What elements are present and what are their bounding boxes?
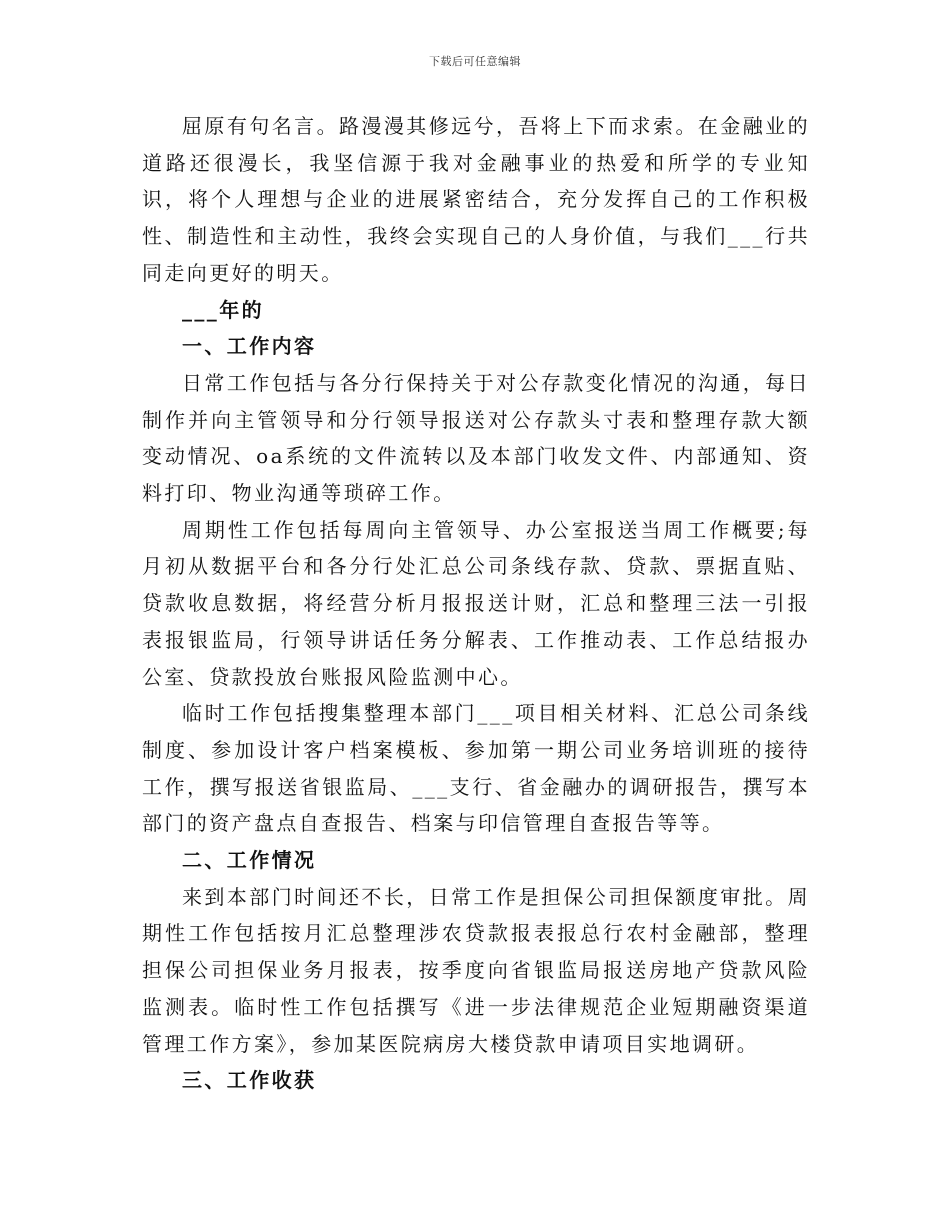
page-header: 下载后可任意编辑 bbox=[429, 55, 521, 68]
section-heading-work-content: 一、工作内容 bbox=[182, 334, 317, 359]
paragraph-daily-work: 日常工作包括与各分行保持关于对公存款变化情况的沟通，每日制作并向主管领导和分行领导报送对公存款头寸表和整理存款大额变动情况、oa系统的文件流转以及本部门收发文件、内部通知、资料打印、物业沟通等琐碎工作。 bbox=[142, 370, 810, 506]
paragraph-temporary-work: 临时工作包括搜集整理本部门___项目相关材料、汇总公司条线制度、参加设计客户档案模板、参加第一期公司业务培训班的接待工作，撰写报送省银监局、___支行、省金融办的调研报告，撰写本部门的资产盘点自查报告、档案与印信管理自查报告等等。 bbox=[142, 701, 810, 836]
section-heading-work-situation: 二、工作情况 bbox=[182, 848, 317, 873]
intro-paragraph: 屈原有句名言。路漫漫其修远兮，吾将上下而求索。在金融业的道路还很漫长，我坚信源于我对金融事业的热爱和所学的专业知识，将个人理想与企业的进展紧密结合，充分发挥自己的工作积极性、制造性和主动性，我终会实现自己的人身价值，与我们___行共同走向更好的明天。 bbox=[142, 114, 810, 285]
paragraph-work-situation: 来到本部门时间还不长，日常工作是担保公司担保额度审批。周期性工作包括按月汇总整理涉农贷款报表报总行农村金融部，整理担保公司担保业务月报表，按季度向省银监局报送房地产贷款风险监测表。临时性工作包括撰写《进一步法律规范企业短期融资渠道管理工作方案》，参加某医院病房大楼贷款申请项目实地调研。 bbox=[142, 884, 810, 1056]
section-heading-work-gains: 三、工作收获 bbox=[182, 1068, 317, 1093]
year-heading: ___年的 bbox=[182, 297, 264, 322]
paragraph-periodic-work: 周期性工作包括每周向主管领导、办公室报送当周工作概要;每月初从数据平台和各分行处汇总公司条线存款、贷款、票据直贴、贷款收息数据，将经营分析月报报送计财，汇总和整理三法一引报表报银监局，行领导讲话任务分解表、工作推动表、工作总结报办公室、贷款投放台账报风险监测中心。 bbox=[142, 517, 810, 689]
document-body bbox=[142, 108, 810, 1099]
